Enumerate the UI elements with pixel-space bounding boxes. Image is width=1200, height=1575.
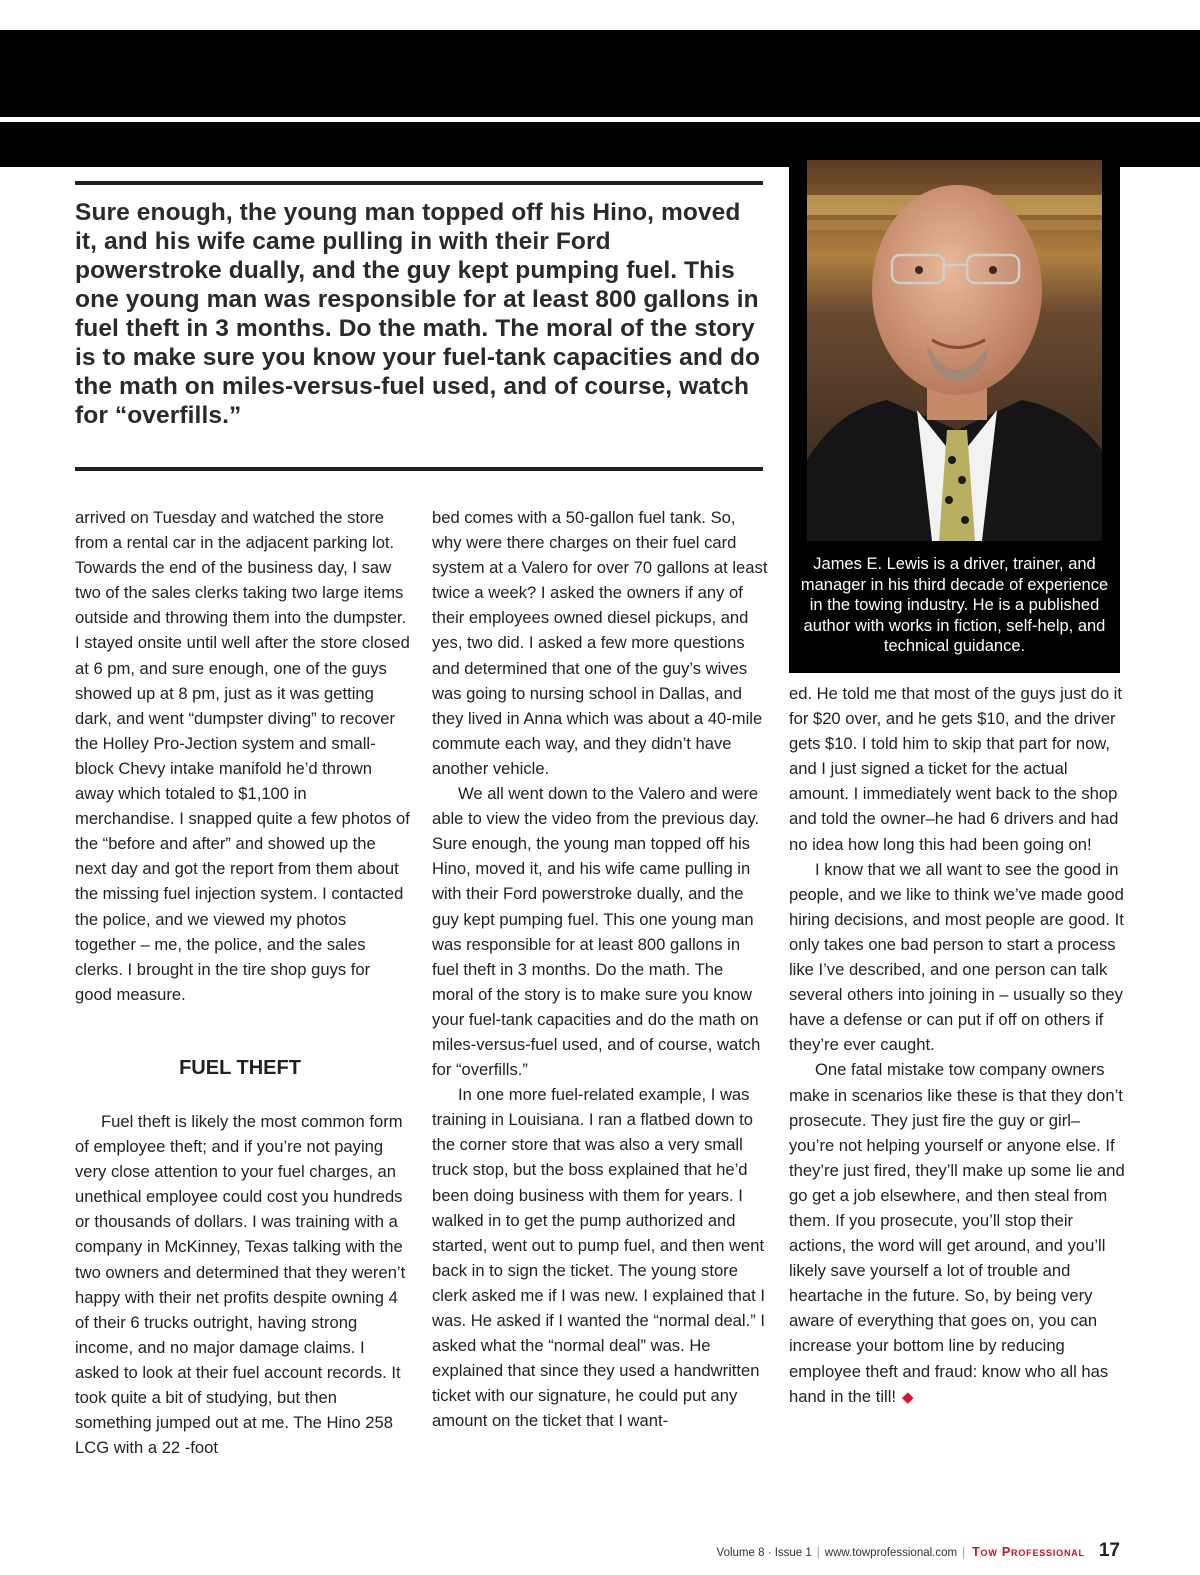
article-paragraph: I know that we all want to see the good in people, and we like to think we’ve made good hiring decisions, and most people are good. It only takes one bad person to start a process like I’ve described, and one person can talk several others into joining in – usually so they have a defense or can put if off on others if they’re ever caught. [789, 859, 1124, 1055]
article-column-2 [432, 505, 768, 1433]
photo-caption [797, 554, 1112, 657]
footer-separator: | [962, 1547, 966, 1559]
article-paragraph: bed comes with a 50-gallon fuel tank. So, why were there charges on their fuel card system at a Valero for over 70 gallons at least twice a week? I asked the owners if any of their employees owned diesel pickups, and yes, two did. I asked a few more questions and determined that one of the guy’s wives was going to nursing school in Dallas, and they lived in Anna which was about a 40-mile commute each way, and they didn’t have another vehicle. [432, 508, 768, 778]
article-paragraph: Fuel theft is likely the most common form of employee theft; and if you’re not paying very close attention to your fuel charges, an unethical employee could cost you hundreds or thousands of dollars. I was training with a company in McKinney, Texas talking with the two owners and determined that they weren’t happy with their net profits despite owning 4 of their 6 trucks outright, having strong income, and no major damage claims. I asked to look at their fuel account records. It took quite a bit of studying, but then something jumped out at me. The Hino 258 LCG with a 22 -foot [75, 1112, 406, 1458]
author-photo [807, 160, 1102, 541]
end-mark-diamond-icon: ◆ [902, 1388, 914, 1406]
page-footer [717, 1540, 1120, 1562]
footer-separator: | [816, 1547, 820, 1559]
page-number: 17 [1098, 1540, 1120, 1561]
article-column-1-continued [75, 1109, 410, 1460]
photo-caption-text: James E. Lewis is a driver, trainer, and manager in his third decade of experience in the towing industry. He is a published author with works in fiction, self-help, and technical guidance. [800, 555, 1109, 655]
footer-website: www.towprofessional.com [824, 1547, 958, 1559]
article-column-1 [75, 505, 410, 1007]
article-paragraph: ed. He told me that most of the guys just do it for $20 over, and he gets $10, and the driver gets $10. I told him to skip that part for now, and I just signed a ticket for the actual amount. I immediately went back to the shop and told the owner–he had 6 drivers and had no idea how long this had been going on! [789, 684, 1122, 854]
pull-quote [75, 181, 763, 471]
article-paragraph [789, 1057, 1125, 1409]
author-portrait-image [807, 160, 1102, 541]
article-paragraph: In one more fuel-related example, I was training in Louisiana. I ran a flatbed down to the corner store that was also a very small truck stop, but the boss explained that he’d been doing business with them for years. I walked in to get the pump authorized and started, went out to pump fuel, and then went back in to sign the ticket. The young store clerk asked me if I was new. I explained that I was. He asked if I wanted the “normal deal.” I asked what the “normal deal” was. He explained that since they used a handwritten ticket with our signature, he could put any amount on the ticket that I want- [432, 1085, 765, 1431]
article-column-3 [789, 681, 1125, 1410]
article-paragraph: arrived on Tuesday and watched the store from a rental car in the adjacent parking lot. Towards the end of the business day, I saw two of the sales clerks taking two large items outside and throwing them into the dumpster. I stayed onsite until well after the store closed at 6 pm, and sure enough, one of the guys showed up at 8 pm, just as it was getting dark, and went “dumpster diving” to recover the Holley Pro-Jection system and small-block Chevy intake manifold he’d thrown away which totaled to $1,100 in merchandise. I snapped quite a few photos of the “before and after” and showed up the next day and got the report from them about the missing fuel injection system. I contacted the police, and we viewed my photos together – me, the police, and the sales clerks. I brought in the tire shop guys for good measure. [75, 508, 410, 1004]
article-paragraph: We all went down to the Valero and were able to view the video from the previous day. Sure enough, the young man topped off his Hino, moved it, and his wife came pulling in with their Ford powerstroke dually, and the guy kept pumping fuel. This one young man was responsible for at least 800 gallons in fuel theft in 3 months. Do the math. The moral of the story is to make sure you know your fuel-tank capacities and do the math on miles-versus-fuel used, and of course, watch for “overfills.” [432, 784, 761, 1080]
section-heading: FUEL THEFT [179, 1057, 301, 1079]
article-closing-text: One fatal mistake tow company owners make in scenarios like these is that they don’t prosecute. They just fire the guy or girl–you’re not helping yourself or anyone else. If they’re just fired, they’ll make up some lie and go get a job elsewhere, and then steal from them. If you prosecute, you’ll stop their actions, the word will get around, and you’ll likely save yourself a lot of trouble and heartache in the future. So, by being very aware of everything that goes on, you can increase your bottom line by reducing employee theft and fraud: know who all has hand in the till! [789, 1060, 1125, 1406]
pull-quote-text: Sure enough, the young man topped off his Hino, moved it, and his wife came pulling in with their Ford powerstroke dually, and the guy kept pumping fuel. This one young man was responsible for at least 800 gallons in fuel theft in 3 months. Do the math. The moral of the story is to make sure you know your fuel-tank capacities and do the math on miles-versus-fuel used, and of course, watch for “overfills.” [75, 199, 761, 429]
footer-volume: Volume 8 · Issue 1 [716, 1547, 812, 1559]
author-photo-box [789, 160, 1120, 673]
header-black-band [0, 30, 1200, 117]
footer-brand: Tow Professional [972, 1545, 1085, 1559]
